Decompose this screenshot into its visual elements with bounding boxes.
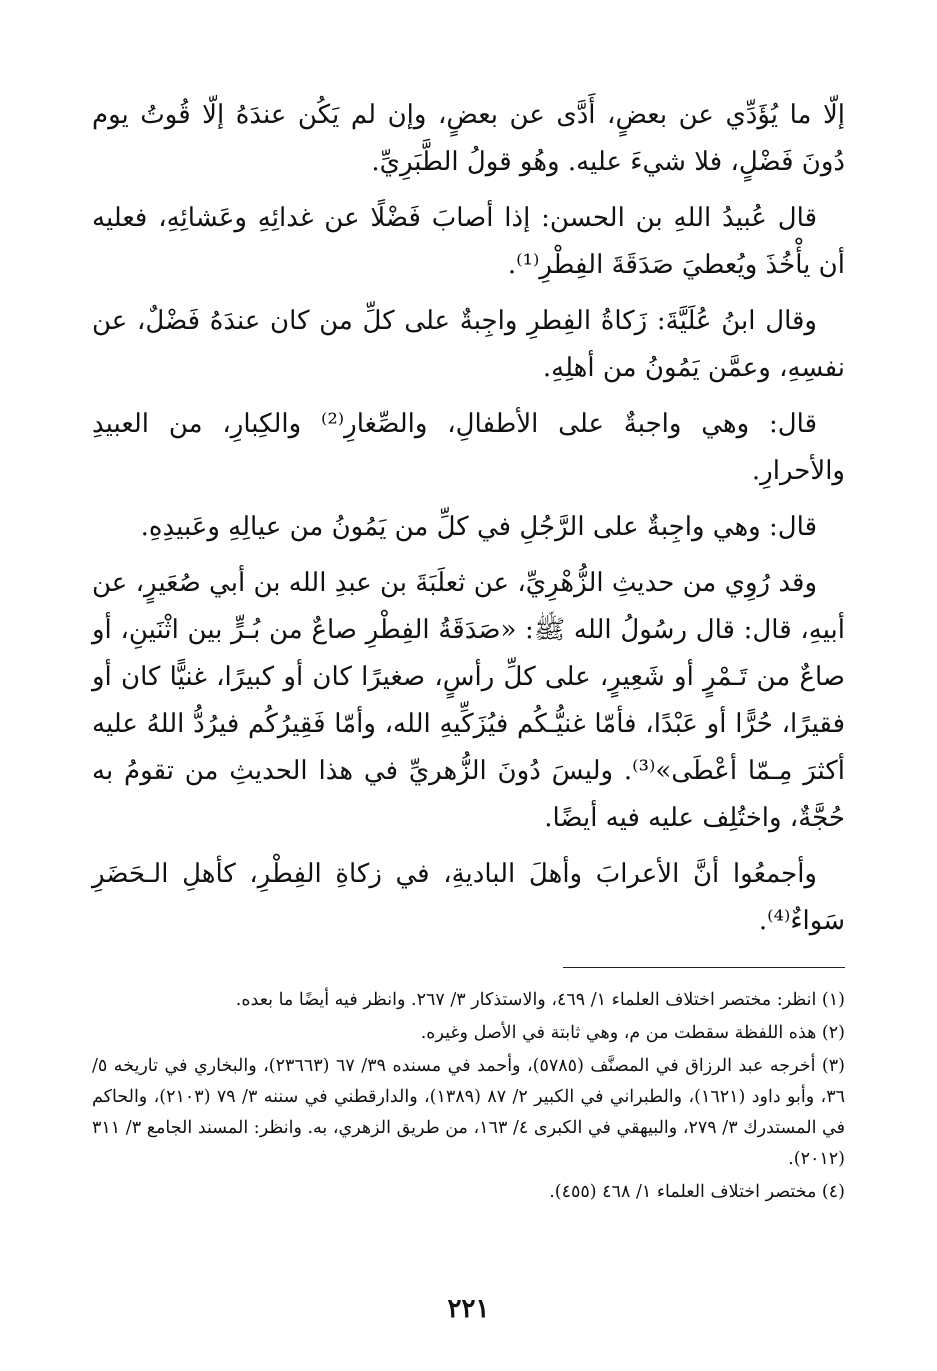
- paragraph-2: قال عُبيدُ اللهِ بن الحسن: إذا أصابَ فَضْلًا عن غدائِهِ وعَشائِهِ، فعليه أن يأْخُذَ ويُعطيَ صَدَقَةَ الفِطْرِ⁽¹⁾.: [92, 203, 845, 280]
- footnote-2: (٢) هذه اللفظة سقطت من م، وهي ثابتة في الأصل وغيره.: [420, 1023, 845, 1043]
- footnote-4: (٤) مختصر اختلاف العلماء ١/ ٤٦٨ (٤٥٥).: [549, 1182, 845, 1202]
- paragraph-3: وقال ابنُ عُلَيَّةَ: زَكاةُ الفِطرِ واجِبةٌ على كلِّ من كان عندَهُ فَضْلٌ، عن نفسِهِ، وعمَّن يَمُونُ من أهلِهِ.: [92, 306, 845, 383]
- footnote-3: (٣) أخرجه عبد الرزاق في المصنَّف (٥٧٨٥)، وأحمد في مسنده ٣٩/ ٦٧ (٢٣٦٦٣)، والبخاري في تاريخه ٥/ ٣٦، وأبو داود (١٦٢١)، والطبراني في الكبير ٢/ ٨٧ (١٣٨٩)، والدارقطني في سننه ٣/ ٧٩ (٢١٠٣)، والحاكم في المستدرك ٣/ ٢٧٩، والبيهقي في الكبرى ٤/ ١٦٣، من طريق الزهري، به. وانظر: المسند الجامع ٣/ ٣١١ (٢٠١٢).: [92, 1056, 846, 1169]
- paragraph-7: وأجمعُوا أنَّ الأعرابَ وأهلَ الباديةِ، في زكاةِ الفِطْرِ، كأهلِ الـحَضَرِ سَواءٌ⁽⁴⁾.: [92, 859, 845, 936]
- paragraph-4: قال: وهي واجبةٌ على الأطفالِ، والصِّغارِ⁽²⁾ والكِبارِ، من العبيدِ والأحرارِ.: [92, 409, 845, 486]
- paragraph-5: قال: وهي واجِبةٌ على الرَّجُلِ في كلِّ من يَمُونُ من عيالِهِ وعَبيدِهِ.: [140, 512, 817, 542]
- footnotes: [92, 985, 845, 1210]
- paragraph-6: وقد رُوِي من حديثِ الزُّهْرِيِّ، عن ثعلَبَةَ بن عبدِ الله بن أبي صُعَيرٍ، عن أبيهِ، قال: قال رسُولُ الله ﷺ: «صَدَقَةُ الفِطْرِ صاعٌ من بُـرٍّ بين اثْنَينِ، أو صاعٌ من تَـمْرٍ أو شَعِيرٍ، على كلِّ رأسٍ، صغيرًا كان أو كبيرًا، غنيًّا كان أو فقيرًا، حُرًّا أو عَبْدًا، فأمّا غنيُّـكُم فيُزَكِّيهِ الله، وأمّا فَقِيرُكُم فيرُدُّ اللهُ عليه أكثرَ مِـمّا أعْطَى»⁽³⁾. وليسَ دُونَ الزُّهريِّ في هذا الحديثِ من تقومُ به حُجَّةٌ، واختُلِف عليه فيه أيضًا.: [92, 568, 845, 833]
- paragraph-1: إلّا ما يُؤَدِّي عن بعضٍ، أَدَّى عن بعضٍ، وإن لم يَكُن عندَهُ إلّا قُوتُ يوم دُونَ فَضْلٍ، فلا شيءَ عليه. وهُو قولُ الطَّبَرِيِّ.: [92, 100, 845, 177]
- page-number: ٢٢١: [447, 1294, 490, 1324]
- main-text: [92, 92, 845, 945]
- footnote-divider: [563, 967, 845, 968]
- footnote-1: (١) انظر: مختصر اختلاف العلماء ١/ ٤٦٩، والاستذكار ٣/ ٢٦٧. وانظر فيه أيضًا ما بعده.: [235, 990, 845, 1010]
- book-page: [92, 92, 845, 1371]
